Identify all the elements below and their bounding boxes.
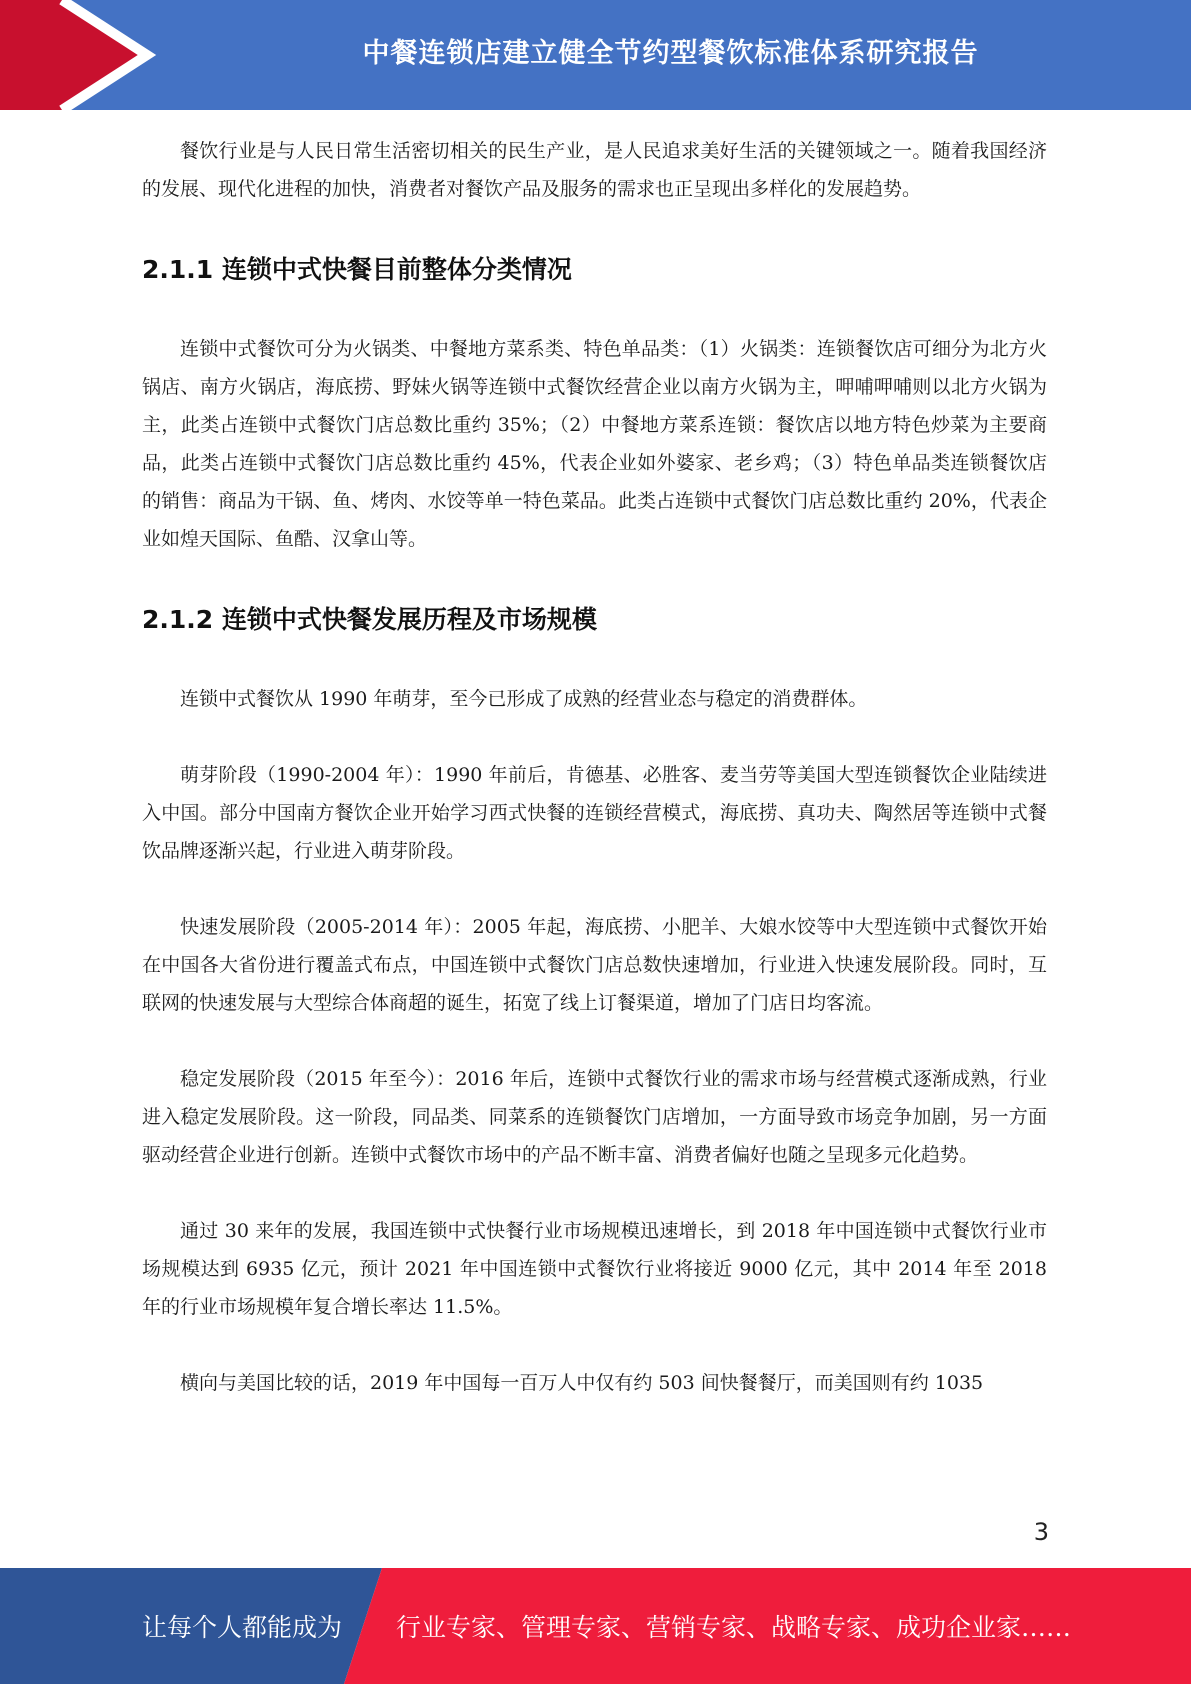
section-heading-2-1-1: 2.1.1 连锁中式快餐目前整体分类情况	[142, 255, 572, 284]
section2-paragraph-6: 横向与美国比较的话，2019 年中国每一百万人中仅有约 503 间快餐餐厅，而美国则有约 1035	[180, 1372, 984, 1394]
footer-slogan-right: 行业专家、管理专家、营销专家、战略专家、成功企业家……	[396, 1613, 1072, 1642]
header-red-arrow	[0, 0, 147, 110]
section2-paragraph-2: 萌芽阶段（1990-2004 年）：1990 年前后，肯德基、必胜客、麦当劳等美国大型连锁餐饮企业陆续进入中国。部分中国南方餐饮企业开始学习西式快餐的连锁经营模式，海底捞、真功夫、陶然居等连锁中式餐饮品牌逐渐兴起，行业进入萌芽阶段。	[142, 764, 1047, 862]
intro-paragraph: 餐饮行业是与人民日常生活密切相关的民生产业，是人民追求美好生活的关键领域之一。随着我国经济的发展、现代化进程的加快，消费者对餐饮产品及服务的需求也正呈现出多样化的发展趋势。	[142, 140, 1047, 200]
section-heading-2-1-2: 2.1.2 连锁中式快餐发展历程及市场规模	[142, 605, 597, 634]
section2-paragraph-3: 快速发展阶段（2005-2014 年）：2005 年起，海底捞、小肥羊、大娘水饺等中大型连锁中式餐饮开始在中国各大省份进行覆盖式布点，中国连锁中式餐饮门店总数快速增加，行业进入快速发展阶段。同时，互联网的快速发展与大型综合体商超的诞生，拓宽了线上订餐渠道，增加了门店日均客流。	[142, 916, 1047, 1014]
section2-paragraph-5: 通过 30 来年的发展，我国连锁中式快餐行业市场规模迅速增长，到 2018 年中国连锁中式餐饮行业市场规模达到 6935 亿元，预计 2021 年中国连锁中式餐饮行业将接近 9000 亿元，其中 2014 年至 2018 年的行业市场规模年复合增长率达 11.5%。	[142, 1220, 1047, 1318]
page-footer	[0, 1568, 1191, 1684]
page-header	[0, 0, 1191, 110]
section1-paragraph: 连锁中式餐饮可分为火锅类、中餐地方菜系类、特色单品类：（1）火锅类：连锁餐饮店可细分为北方火锅店、南方火锅店，海底捞、野妹火锅等连锁中式餐饮经营企业以南方火锅为主，呷哺呷哺则以北方火锅为主，此类占连锁中式餐饮门店总数比重约 35%；（2）中餐地方菜系连锁：餐饮店以地方特色炒菜为主要商品，此类占连锁中式餐饮门店总数比重约 45%，代表企业如外婆家、老乡鸡；（3）特色单品类连锁餐饮店的销售：商品为干锅、鱼、烤肉、水饺等单一特色菜品。此类占连锁中式餐饮门店总数比重约 20%，代表企业如煌天国际、鱼酷、汉拿山等。	[142, 338, 1047, 550]
page-number: 3	[1033, 1518, 1049, 1546]
page-content	[142, 132, 1047, 1402]
document-title: 中餐连锁店建立健全节约型餐饮标准体系研究报告	[362, 37, 979, 69]
footer-slogan-left: 让每个人都能成为	[142, 1613, 343, 1642]
section2-paragraph-1: 连锁中式餐饮从 1990 年萌芽，至今已形成了成熟的经营业态与稳定的消费群体。	[180, 688, 868, 710]
section2-paragraph-4: 稳定发展阶段（2015 年至今）：2016 年后，连锁中式餐饮行业的需求市场与经营模式逐渐成熟，行业进入稳定发展阶段。这一阶段，同品类、同菜系的连锁餐饮门店增加，一方面导致市场竞争加剧，另一方面驱动经营企业进行创新。连锁中式餐饮市场中的产品不断丰富、消费者偏好也随之呈现多元化趋势。	[142, 1068, 1047, 1166]
